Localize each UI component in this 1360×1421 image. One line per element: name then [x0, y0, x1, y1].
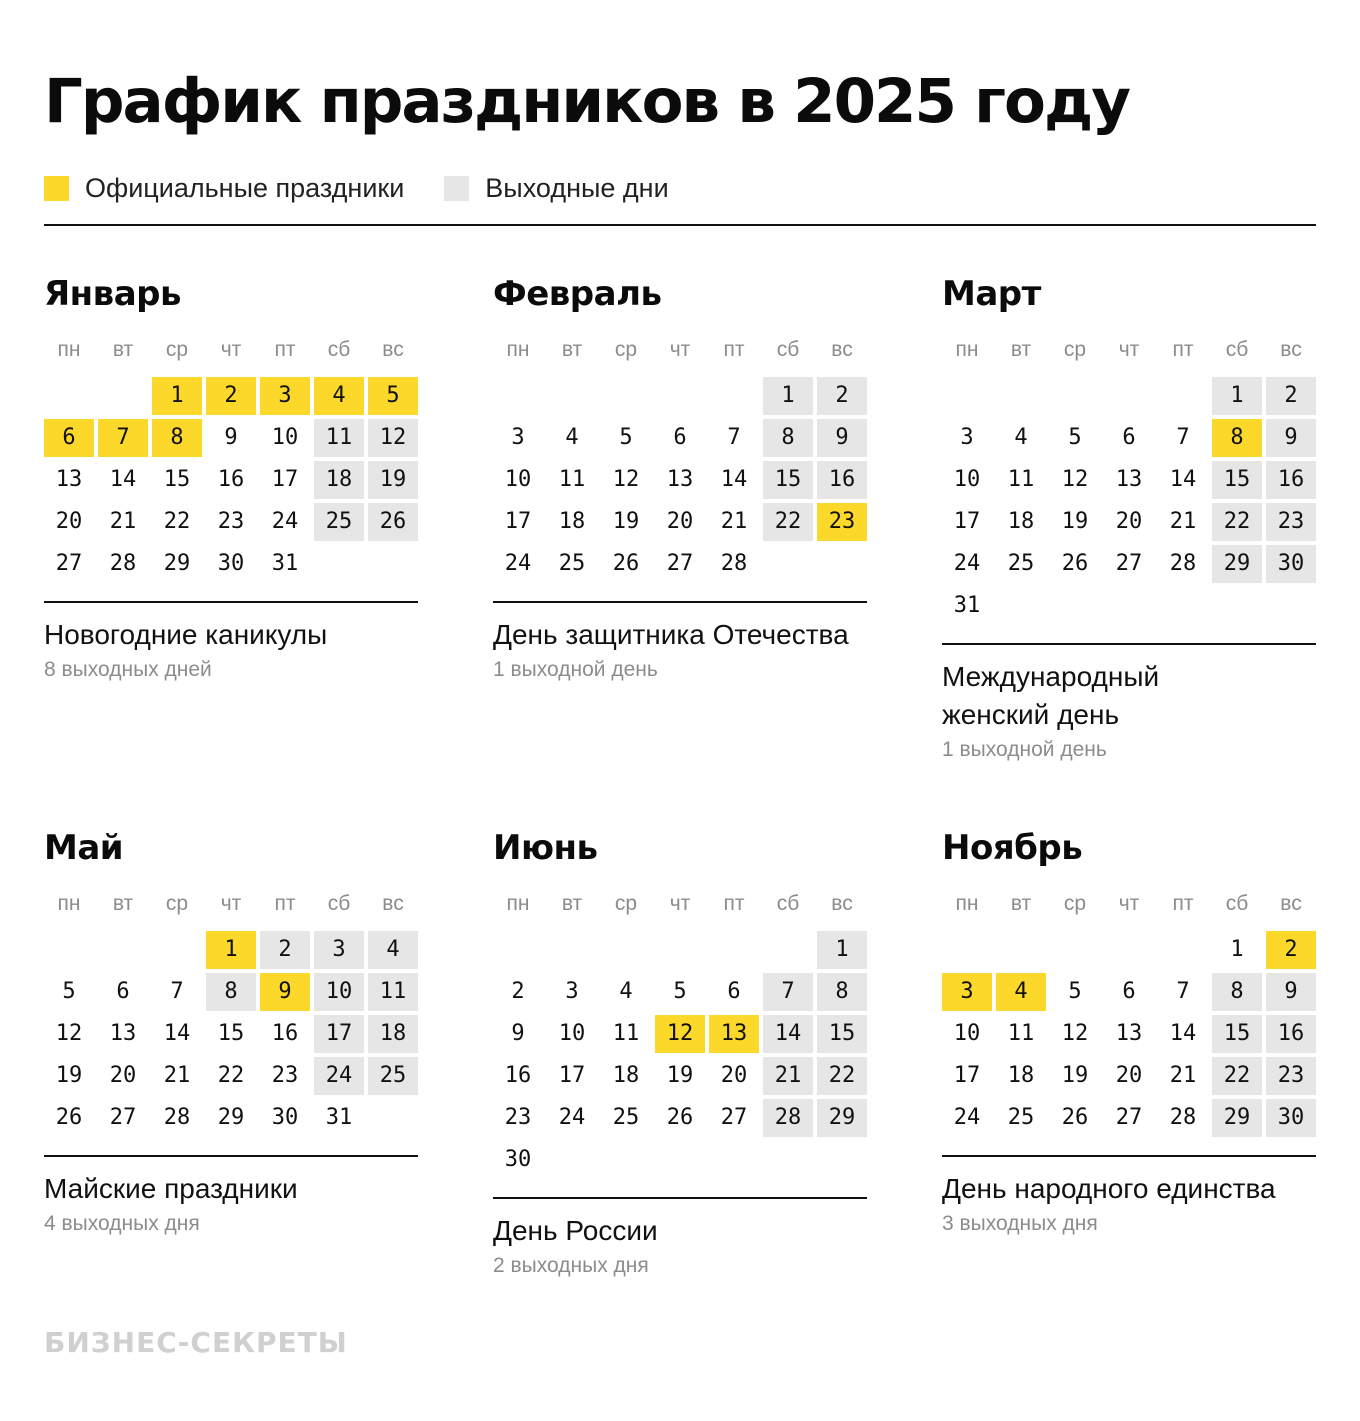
- day-cell: 7: [1176, 979, 1190, 1004]
- holiday-name: Новогодние каникулы: [44, 619, 328, 650]
- weekday-header: пт: [723, 892, 745, 915]
- weekday-header: пн: [506, 338, 530, 361]
- day-cell: 12: [1061, 1021, 1089, 1046]
- day-cell: 26: [1061, 551, 1089, 576]
- header-divider: [44, 224, 1316, 226]
- weekend-day-cell: 22: [817, 1057, 867, 1095]
- weekend-day-cell: 8: [817, 973, 867, 1011]
- weekend-day-cell: 7: [763, 973, 813, 1011]
- day-cell: 23: [504, 1105, 532, 1130]
- weekday-header: вт: [1010, 338, 1032, 361]
- weekend-day-cell: 2: [817, 377, 867, 415]
- holiday-day-cell: 8: [1212, 419, 1262, 457]
- weekend-day-cell: 9: [817, 419, 867, 457]
- day-cell: 19: [1061, 509, 1089, 534]
- day-cell: 27: [666, 551, 694, 576]
- day-cell: 24: [953, 551, 981, 576]
- days-off-count: 2 выходных дня: [493, 1254, 649, 1277]
- day-cell: 19: [1061, 1063, 1089, 1088]
- day-cell: 22: [163, 509, 191, 534]
- weekend-day-cell: 22: [763, 503, 813, 541]
- weekday-header: сб: [1225, 892, 1249, 915]
- day-cell: 11: [558, 467, 586, 492]
- weekend-day-cell: 2: [260, 931, 310, 969]
- weekday-header: вс: [831, 892, 853, 915]
- day-cell: 31: [271, 551, 299, 576]
- day-cell: 28: [720, 551, 748, 576]
- day-cell: 29: [163, 551, 191, 576]
- weekday-header: сб: [1225, 338, 1249, 361]
- day-cell: 14: [163, 1021, 191, 1046]
- day-cell: 5: [1068, 425, 1082, 450]
- weekday-header: пт: [274, 892, 296, 915]
- weekend-day-cell: 15: [817, 1015, 867, 1053]
- day-cell: 10: [953, 467, 981, 492]
- weekday-header: вт: [112, 892, 134, 915]
- weekend-day-cell: 22: [1212, 1057, 1262, 1095]
- weekend-day-cell: 18: [314, 461, 364, 499]
- weekend-day-cell: 2: [1266, 377, 1316, 415]
- weekday-header: ср: [165, 338, 189, 361]
- day-cell: 28: [163, 1105, 191, 1130]
- weekend-day-cell: 18: [368, 1015, 418, 1053]
- holiday-name: Международный женский день: [942, 661, 1160, 730]
- weekend-day-cell: 25: [314, 503, 364, 541]
- day-cell: 21: [1169, 1063, 1197, 1088]
- day-cell: 2: [511, 979, 525, 1004]
- holiday-name: День защитника Отечества: [493, 619, 849, 650]
- weekend-day-cell: 23: [1266, 503, 1316, 541]
- day-cell: 19: [55, 1063, 83, 1088]
- day-cell: 10: [504, 467, 532, 492]
- weekend-day-cell: 15: [763, 461, 813, 499]
- day-cell: 28: [1169, 1105, 1197, 1130]
- day-cell: 29: [217, 1105, 245, 1130]
- weekend-day-cell: 1: [1212, 377, 1262, 415]
- day-cell: 30: [271, 1105, 299, 1130]
- holiday-day-cell: 1: [206, 931, 256, 969]
- weekday-header: ср: [1063, 338, 1087, 361]
- weekday-header: вс: [382, 338, 404, 361]
- weekend-day-cell: 10: [314, 973, 364, 1011]
- weekend-day-cell: 28: [763, 1099, 813, 1137]
- weekday-header: пт: [723, 338, 745, 361]
- day-cell: 4: [1014, 425, 1028, 450]
- day-cell: 15: [163, 467, 191, 492]
- day-cell: 14: [1169, 1021, 1197, 1046]
- weekend-day-cell: 19: [368, 461, 418, 499]
- weekend-day-cell: 15: [1212, 1015, 1262, 1053]
- weekend-day-cell: 16: [1266, 1015, 1316, 1053]
- day-cell: 27: [1115, 551, 1143, 576]
- day-cell: 7: [727, 425, 741, 450]
- month-name: Июнь: [493, 828, 598, 868]
- weekday-header: вс: [1280, 892, 1302, 915]
- weekend-day-cell: 1: [817, 931, 867, 969]
- day-cell: 6: [673, 425, 687, 450]
- day-cell: 13: [1115, 467, 1143, 492]
- day-cell: 20: [1115, 509, 1143, 534]
- day-cell: 7: [170, 979, 184, 1004]
- month-divider: [493, 601, 867, 603]
- day-cell: 16: [271, 1021, 299, 1046]
- weekday-header: чт: [1118, 338, 1140, 361]
- day-cell: 11: [612, 1021, 640, 1046]
- weekend-day-cell: 22: [1212, 503, 1262, 541]
- holiday-day-cell: 5: [368, 377, 418, 415]
- days-off-count: 3 выходных дня: [942, 1212, 1098, 1235]
- day-cell: 28: [109, 551, 137, 576]
- holiday-name: Майские праздники: [44, 1173, 298, 1204]
- weekend-day-cell: 15: [1212, 461, 1262, 499]
- weekend-day-cell: 26: [368, 503, 418, 541]
- weekend-day-cell: 14: [763, 1015, 813, 1053]
- legend-weekends-label: Выходные дни: [485, 173, 669, 203]
- day-cell: 27: [109, 1105, 137, 1130]
- weekday-header: вс: [382, 892, 404, 915]
- holiday-day-cell: 6: [44, 419, 94, 457]
- day-cell: 20: [55, 509, 83, 534]
- day-cell: 31: [325, 1105, 353, 1130]
- day-cell: 9: [511, 1021, 525, 1046]
- weekend-day-cell: 16: [817, 461, 867, 499]
- legend-holidays-label: Официальные праздники: [85, 173, 405, 203]
- day-cell: 14: [109, 467, 137, 492]
- weekday-header: вт: [1010, 892, 1032, 915]
- month-name: Ноябрь: [942, 828, 1083, 868]
- day-cell: 26: [666, 1105, 694, 1130]
- holiday-swatch: [44, 176, 69, 201]
- day-cell: 13: [1115, 1021, 1143, 1046]
- weekend-day-cell: 8: [1212, 973, 1262, 1011]
- day-cell: 25: [1007, 551, 1035, 576]
- holiday-day-cell: 7: [98, 419, 148, 457]
- day-cell: 19: [612, 509, 640, 534]
- weekday-header: пт: [1172, 892, 1194, 915]
- day-cell: 20: [1115, 1063, 1143, 1088]
- day-cell: 20: [720, 1063, 748, 1088]
- month-divider: [942, 643, 1316, 645]
- weekday-header: ср: [614, 892, 638, 915]
- day-cell: 13: [55, 467, 83, 492]
- day-cell: 17: [953, 1063, 981, 1088]
- day-cell: 16: [504, 1063, 532, 1088]
- weekend-day-cell: 11: [314, 419, 364, 457]
- weekday-header: вт: [112, 338, 134, 361]
- weekend-day-cell: 1: [763, 377, 813, 415]
- day-cell: 17: [504, 509, 532, 534]
- weekday-header: пн: [955, 892, 979, 915]
- weekday-header: пн: [57, 338, 81, 361]
- holiday-day-cell: 1: [152, 377, 202, 415]
- weekday-header: сб: [776, 892, 800, 915]
- holiday-day-cell: 8: [152, 419, 202, 457]
- month-divider: [493, 1197, 867, 1199]
- day-cell: 3: [960, 425, 974, 450]
- weekday-header: сб: [327, 892, 351, 915]
- day-cell: 26: [55, 1105, 83, 1130]
- weekend-day-cell: 29: [817, 1099, 867, 1137]
- day-cell: 25: [1007, 1105, 1035, 1130]
- weekend-day-cell: 29: [1212, 1099, 1262, 1137]
- weekend-day-cell: 11: [368, 973, 418, 1011]
- day-cell: 23: [217, 509, 245, 534]
- day-cell: 14: [720, 467, 748, 492]
- month-name: Январь: [44, 274, 181, 314]
- day-cell: 21: [163, 1063, 191, 1088]
- weekend-day-cell: 30: [1266, 1099, 1316, 1137]
- day-cell: 27: [720, 1105, 748, 1130]
- day-cell: 21: [720, 509, 748, 534]
- weekend-day-cell: 30: [1266, 545, 1316, 583]
- day-cell: 18: [558, 509, 586, 534]
- weekday-header: сб: [776, 338, 800, 361]
- day-cell: 19: [666, 1063, 694, 1088]
- holiday-day-cell: 3: [260, 377, 310, 415]
- day-cell: 11: [1007, 467, 1035, 492]
- month-divider: [44, 1155, 418, 1157]
- day-cell: 27: [55, 551, 83, 576]
- day-cell: 24: [953, 1105, 981, 1130]
- weekend-day-cell: 21: [763, 1057, 813, 1095]
- holiday-day-cell: 4: [996, 973, 1046, 1011]
- weekday-header: пт: [274, 338, 296, 361]
- weekday-header: вт: [561, 338, 583, 361]
- legend: [44, 173, 709, 204]
- day-cell: 18: [612, 1063, 640, 1088]
- day-cell: 7: [1176, 425, 1190, 450]
- weekend-day-cell: 25: [368, 1057, 418, 1095]
- weekend-day-cell: 12: [368, 419, 418, 457]
- day-cell: 30: [217, 551, 245, 576]
- day-cell: 17: [558, 1063, 586, 1088]
- day-cell: 14: [1169, 467, 1197, 492]
- day-cell: 23: [271, 1063, 299, 1088]
- days-off-count: 1 выходной день: [942, 738, 1107, 761]
- day-cell: 4: [565, 425, 579, 450]
- day-cell: 12: [612, 467, 640, 492]
- day-cell: 24: [558, 1105, 586, 1130]
- weekend-day-cell: 29: [1212, 545, 1262, 583]
- weekday-header: пн: [955, 338, 979, 361]
- holiday-day-cell: 4: [314, 377, 364, 415]
- day-cell: 13: [109, 1021, 137, 1046]
- day-cell: 6: [116, 979, 130, 1004]
- day-cell: 4: [619, 979, 633, 1004]
- weekday-header: чт: [669, 892, 691, 915]
- weekday-header: ср: [165, 892, 189, 915]
- page-title: График праздников в 2025 году: [44, 66, 1129, 137]
- holiday-name: День народного единства: [942, 1173, 1276, 1204]
- day-cell: 18: [1007, 509, 1035, 534]
- weekday-header: чт: [220, 338, 242, 361]
- weekend-swatch: [444, 176, 469, 201]
- weekday-header: чт: [1118, 892, 1140, 915]
- day-cell: 5: [62, 979, 76, 1004]
- holiday-day-cell: 3: [942, 973, 992, 1011]
- holiday-name: День России: [493, 1215, 658, 1246]
- legend-item-holidays: [44, 173, 404, 204]
- day-cell: 12: [55, 1021, 83, 1046]
- day-cell: 26: [612, 551, 640, 576]
- day-cell: 6: [1122, 979, 1136, 1004]
- weekend-day-cell: 17: [314, 1015, 364, 1053]
- holiday-day-cell: 23: [817, 503, 867, 541]
- day-cell: 20: [109, 1063, 137, 1088]
- weekend-day-cell: 8: [763, 419, 813, 457]
- day-cell: 25: [612, 1105, 640, 1130]
- weekend-day-cell: 8: [206, 973, 256, 1011]
- day-cell: 3: [565, 979, 579, 1004]
- day-cell: 9: [224, 425, 238, 450]
- day-cell: 3: [511, 425, 525, 450]
- day-cell: 5: [619, 425, 633, 450]
- weekday-header: вт: [561, 892, 583, 915]
- day-cell: 6: [727, 979, 741, 1004]
- weekend-day-cell: 3: [314, 931, 364, 969]
- weekend-day-cell: 16: [1266, 461, 1316, 499]
- weekday-header: чт: [669, 338, 691, 361]
- weekday-header: пн: [57, 892, 81, 915]
- day-cell: 22: [217, 1063, 245, 1088]
- day-cell: 10: [953, 1021, 981, 1046]
- day-cell: 31: [953, 593, 981, 618]
- day-cell: 18: [1007, 1063, 1035, 1088]
- weekday-header: ср: [1063, 892, 1087, 915]
- brand-logo: БИЗНЕС-СЕКРЕТЫ: [44, 1326, 348, 1359]
- weekday-header: ср: [614, 338, 638, 361]
- day-cell: 24: [271, 509, 299, 534]
- weekday-header: пн: [506, 892, 530, 915]
- day-cell: 11: [1007, 1021, 1035, 1046]
- holiday-day-cell: 2: [206, 377, 256, 415]
- weekday-header: чт: [220, 892, 242, 915]
- days-off-count: 1 выходной день: [493, 658, 658, 681]
- month-divider: [942, 1155, 1316, 1157]
- day-cell: 24: [504, 551, 532, 576]
- day-cell: 5: [673, 979, 687, 1004]
- day-cell: 5: [1068, 979, 1082, 1004]
- holiday-day-cell: 2: [1266, 931, 1316, 969]
- month-divider: [44, 601, 418, 603]
- holiday-day-cell: 13: [709, 1015, 759, 1053]
- weekday-header: сб: [327, 338, 351, 361]
- day-cell: 1: [1230, 937, 1244, 962]
- day-cell: 25: [558, 551, 586, 576]
- day-cell: 12: [1061, 467, 1089, 492]
- weekend-day-cell: 4: [368, 931, 418, 969]
- day-cell: 21: [1169, 509, 1197, 534]
- holiday-day-cell: 9: [260, 973, 310, 1011]
- weekday-header: вс: [1280, 338, 1302, 361]
- day-cell: 21: [109, 509, 137, 534]
- day-cell: 30: [504, 1147, 532, 1172]
- day-cell: 27: [1115, 1105, 1143, 1130]
- weekend-day-cell: 23: [1266, 1057, 1316, 1095]
- day-cell: 28: [1169, 551, 1197, 576]
- days-off-count: 8 выходных дней: [44, 658, 212, 681]
- day-cell: 17: [271, 467, 299, 492]
- day-cell: 15: [217, 1021, 245, 1046]
- day-cell: 6: [1122, 425, 1136, 450]
- day-cell: 20: [666, 509, 694, 534]
- month-name: Март: [942, 274, 1041, 314]
- weekend-day-cell: 24: [314, 1057, 364, 1095]
- weekday-header: пт: [1172, 338, 1194, 361]
- day-cell: 13: [666, 467, 694, 492]
- weekday-header: вс: [831, 338, 853, 361]
- day-cell: 10: [558, 1021, 586, 1046]
- month-name: Февраль: [493, 274, 662, 314]
- day-cell: 16: [217, 467, 245, 492]
- weekend-day-cell: 9: [1266, 419, 1316, 457]
- day-cell: 10: [271, 425, 299, 450]
- month-name: Май: [44, 828, 124, 868]
- weekend-day-cell: 9: [1266, 973, 1316, 1011]
- legend-item-weekends: [444, 173, 668, 204]
- holiday-day-cell: 12: [655, 1015, 705, 1053]
- day-cell: 17: [953, 509, 981, 534]
- days-off-count: 4 выходных дня: [44, 1212, 200, 1235]
- day-cell: 26: [1061, 1105, 1089, 1130]
